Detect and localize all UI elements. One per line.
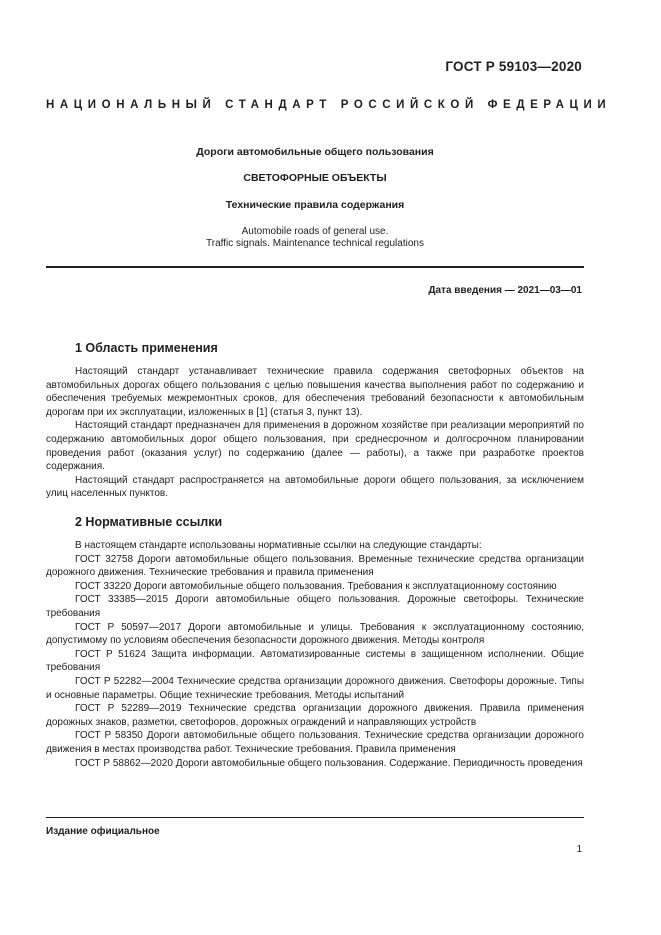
- section-1-heading: 1 Область применения: [75, 341, 218, 355]
- section-2-body: [46, 539, 584, 770]
- section-2-intro: В настоящем стандарте использованы нормативные ссылки на следующие стандарты:: [75, 540, 482, 551]
- section-1-body: [46, 365, 584, 501]
- document-number: ГОСТ Р 59103—2020: [445, 59, 582, 74]
- english-title-line-1: Automobile roads of general use.: [241, 226, 389, 237]
- footer-divider: [46, 817, 584, 818]
- title-main: СВЕТОФОРНЫЕ ОБЪЕКТЫ: [243, 172, 387, 184]
- section-1-paragraph: Настоящий стандарт устанавливает технические правила содержания светофорных объектов на автомобильных дорогах общего пользования с целью повышения качества выполнения работ по содержанию и обеспечения требуемых межремонтных сроков, для обеспечения требований безопасности к автомобильным дорогам при их эксплуатации, изложенных в [1] (статья 3, пункт 13).: [46, 366, 584, 418]
- reference-item: ГОСТ Р 52289—2019 Технические средства организации дорожного движения. Правила применения дорожных знаков, разметки, светофоров, дорожных ограждений и направляющих устройств: [46, 703, 584, 728]
- reference-item: ГОСТ Р 58350 Дороги автомобильные общего пользования. Технические средства организации дорожного движения в местах производства работ. Технические требования. Правила применения: [46, 730, 584, 755]
- reference-item: ГОСТ Р 52282—2004 Технические средства организации дорожного движения. Светофоры дорожные. Типы и основные параметры. Общие технические требования. Методы испытаний: [46, 675, 584, 701]
- official-edition-label: Издание официальное: [46, 826, 160, 837]
- national-standard-heading: НАЦИОНАЛЬНЫЙ СТАНДАРТ РОССИЙСКОЙ ФЕДЕРАЦИИ: [46, 99, 612, 111]
- title-divider: [46, 266, 584, 268]
- introduction-date: Дата введения — 2021—03—01: [428, 285, 582, 296]
- title-line-1: Дороги автомобильные общего пользования: [196, 146, 434, 158]
- english-title-line-2: Traffic signals. Maintenance technical regulations: [206, 238, 424, 249]
- reference-item: ГОСТ 33385—2015 Дороги автомобильные общего пользования. Дорожные светофоры. Технические требования: [46, 594, 584, 619]
- section-1-paragraph: Настоящий стандарт распространяется на автомобильные дороги общего пользования, за исключением улиц населенных пунктов.: [46, 474, 584, 500]
- section-2-heading: 2 Нормативные ссылки: [75, 515, 223, 529]
- reference-item: ГОСТ 33220 Дороги автомобильные общего пользования. Требования к эксплуатационному состоянию: [75, 580, 557, 592]
- reference-item: ГОСТ Р 50597—2017 Дороги автомобильные и улицы. Требования к эксплуатационному состоянию, допустимому по условиям обеспечения безопасности дорожного движения. Методы контроля: [46, 621, 584, 647]
- reference-item: ГОСТ 32758 Дороги автомобильные общего пользования. Временные технические средства организации дорожного движения. Технические требования и правила применения: [46, 553, 584, 579]
- title-subtitle: Технические правила содержания: [225, 199, 405, 211]
- reference-item: ГОСТ Р 51624 Защита информации. Автоматизированные системы в защищенном исполнении. Общие требования: [46, 648, 584, 674]
- page-number: 1: [576, 844, 582, 855]
- reference-item: ГОСТ Р 58862—2020 Дороги автомобильные общего пользования. Содержание. Периодичность проведения: [75, 757, 583, 769]
- section-1-paragraph: Настоящий стандарт предназначен для применения в дорожном хозяйстве при реализации мероприятий по содержанию автомобильных дорог общего пользования, при среднесрочном и долгосрочном планировании проведения работ (оказания услуг) по содержанию (далее — работы), а также при разработке проектов содержания.: [46, 420, 584, 473]
